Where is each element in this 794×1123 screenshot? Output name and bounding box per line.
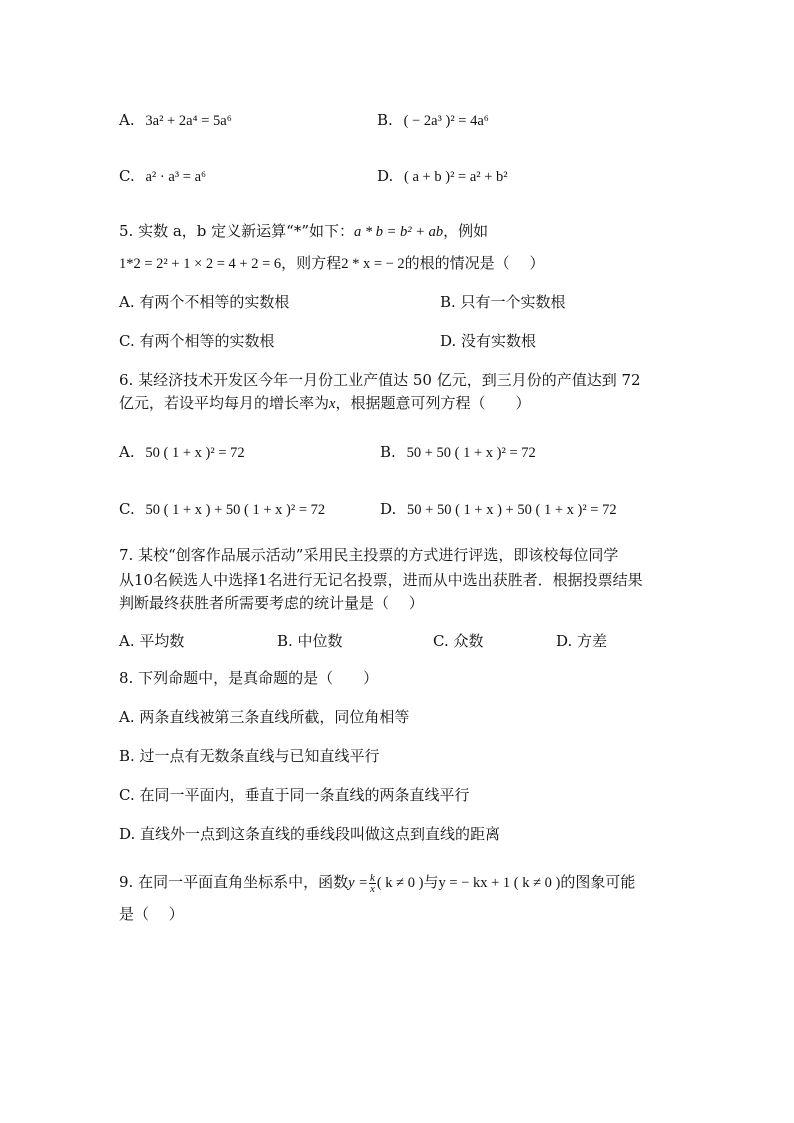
q5-def-expr: a * b = b² + ab bbox=[354, 224, 444, 240]
q9-stem-line2: 是（ ） bbox=[119, 905, 184, 923]
q5-stem-line2: 1*2 = 2² + 1 × 2 = 4 + 2 = 6，则方程2 * x = − 2的根的情况是（ ） bbox=[119, 254, 545, 272]
q6-option-c[interactable]: C. 50 ( 1 + x ) + 50 ( 1 + x )² = 72 bbox=[119, 500, 326, 518]
q6-option-d[interactable]: D. 50 + 50 ( 1 + x ) + 50 ( 1 + x )² = 72 bbox=[380, 500, 617, 518]
q6-stem-line2: 亿元，若设平均每月的增长率为x，根据题意可列方程（ ） bbox=[119, 394, 531, 412]
q5-equation-expr: 2 * x = − 2 bbox=[341, 256, 405, 272]
q6-option-d-expr: 50 + 50 ( 1 + x ) + 50 ( 1 + x )² = 72 bbox=[407, 502, 617, 518]
q5-option-a[interactable]: A. 有两个不相等的实数根 bbox=[119, 293, 290, 311]
q6-option-a[interactable]: A. 50 ( 1 + x )² = 72 bbox=[119, 443, 245, 461]
q8-option-b[interactable]: B. 过一点有无数条直线与已知直线平行 bbox=[119, 747, 380, 765]
q5-option-c[interactable]: C. 有两个相等的实数根 bbox=[119, 332, 275, 350]
q5-example-expr: 1*2 = 2² + 1 × 2 = 4 + 2 = 6 bbox=[119, 256, 282, 272]
q4-option-a[interactable]: A. 3a² + 2a⁴ = 5a⁶ bbox=[119, 111, 232, 129]
q6-option-c-expr: 50 ( 1 + x ) + 50 ( 1 + x )² = 72 bbox=[145, 502, 326, 518]
q6-stem-line1: 6. 某经济技术开发区今年一月份工业产值达 50 亿元，到三月份的产值达到 72 bbox=[119, 371, 641, 389]
q9-linear-expr: y = − kx + 1 ( k ≠ 0 ) bbox=[438, 875, 561, 891]
q7-stem-line3: 判断最终获胜者所需要考虑的统计量是（ ） bbox=[119, 594, 424, 612]
q8-option-d[interactable]: D. 直线外一点到这条直线的垂线段叫做这点到直线的距离 bbox=[119, 825, 501, 843]
q4-option-c[interactable]: C. a² · a³ = a⁶ bbox=[119, 167, 207, 185]
q7-option-a[interactable]: A. 平均数 bbox=[119, 632, 185, 650]
q4-option-c-expr: a² · a³ = a⁶ bbox=[145, 169, 207, 185]
q9-fraction: $\frac{k}{x}$ bbox=[369, 871, 375, 895]
q7-option-d[interactable]: D. 方差 bbox=[556, 632, 608, 650]
q6-option-b-expr: 50 + 50 ( 1 + x )² = 72 bbox=[406, 445, 536, 461]
q4-option-b-expr: ( − 2a³ )² = 4a⁶ bbox=[403, 113, 489, 129]
q7-option-b[interactable]: B. 中位数 bbox=[277, 632, 343, 650]
q8-option-a[interactable]: A. 两条直线被第三条直线所截，同位角相等 bbox=[119, 708, 410, 726]
q5-stem-line1: 5. 实数 a，b 定义新运算“*”如下：a * b = b² + ab，例如 bbox=[119, 222, 489, 240]
q6-option-b[interactable]: B. 50 + 50 ( 1 + x )² = 72 bbox=[380, 443, 536, 461]
q8-option-c[interactable]: C. 在同一平面内，垂直于同一条直线的两条直线平行 bbox=[119, 786, 470, 804]
q7-stem-line1: 7. 某校“创客作品展示活动”采用民主投票的方式进行评选，即该校每位同学 bbox=[119, 546, 619, 564]
q8-stem: 8. 下列命题中，是真命题的是（ ） bbox=[119, 669, 379, 687]
q4-option-b[interactable]: B. ( − 2a³ )² = 4a⁶ bbox=[377, 111, 489, 129]
q5-option-d[interactable]: D. 没有实数根 bbox=[440, 332, 537, 350]
q5-option-b[interactable]: B. 只有一个实数根 bbox=[440, 293, 566, 311]
q4-option-d[interactable]: D. ( a + b )² = a² + b² bbox=[377, 167, 508, 185]
q7-option-c[interactable]: C. 众数 bbox=[433, 632, 484, 650]
q9-stem-line1: 9. 在同一平面直角坐标系中，函数y = $\frac{k}{x}$ ( k ≠ 0 )与y = − kx + 1 ( k ≠ 0 )的图象可能 bbox=[119, 871, 636, 895]
q7-stem-line2: 从10名候选人中选择1名进行无记名投票，进而从中选出获胜者．根据投票结果 bbox=[119, 571, 643, 589]
q4-option-a-expr: 3a² + 2a⁴ = 5a⁶ bbox=[145, 113, 232, 129]
q4-option-d-expr: ( a + b )² = a² + b² bbox=[404, 169, 508, 185]
q6-option-a-expr: 50 ( 1 + x )² = 72 bbox=[145, 445, 245, 461]
